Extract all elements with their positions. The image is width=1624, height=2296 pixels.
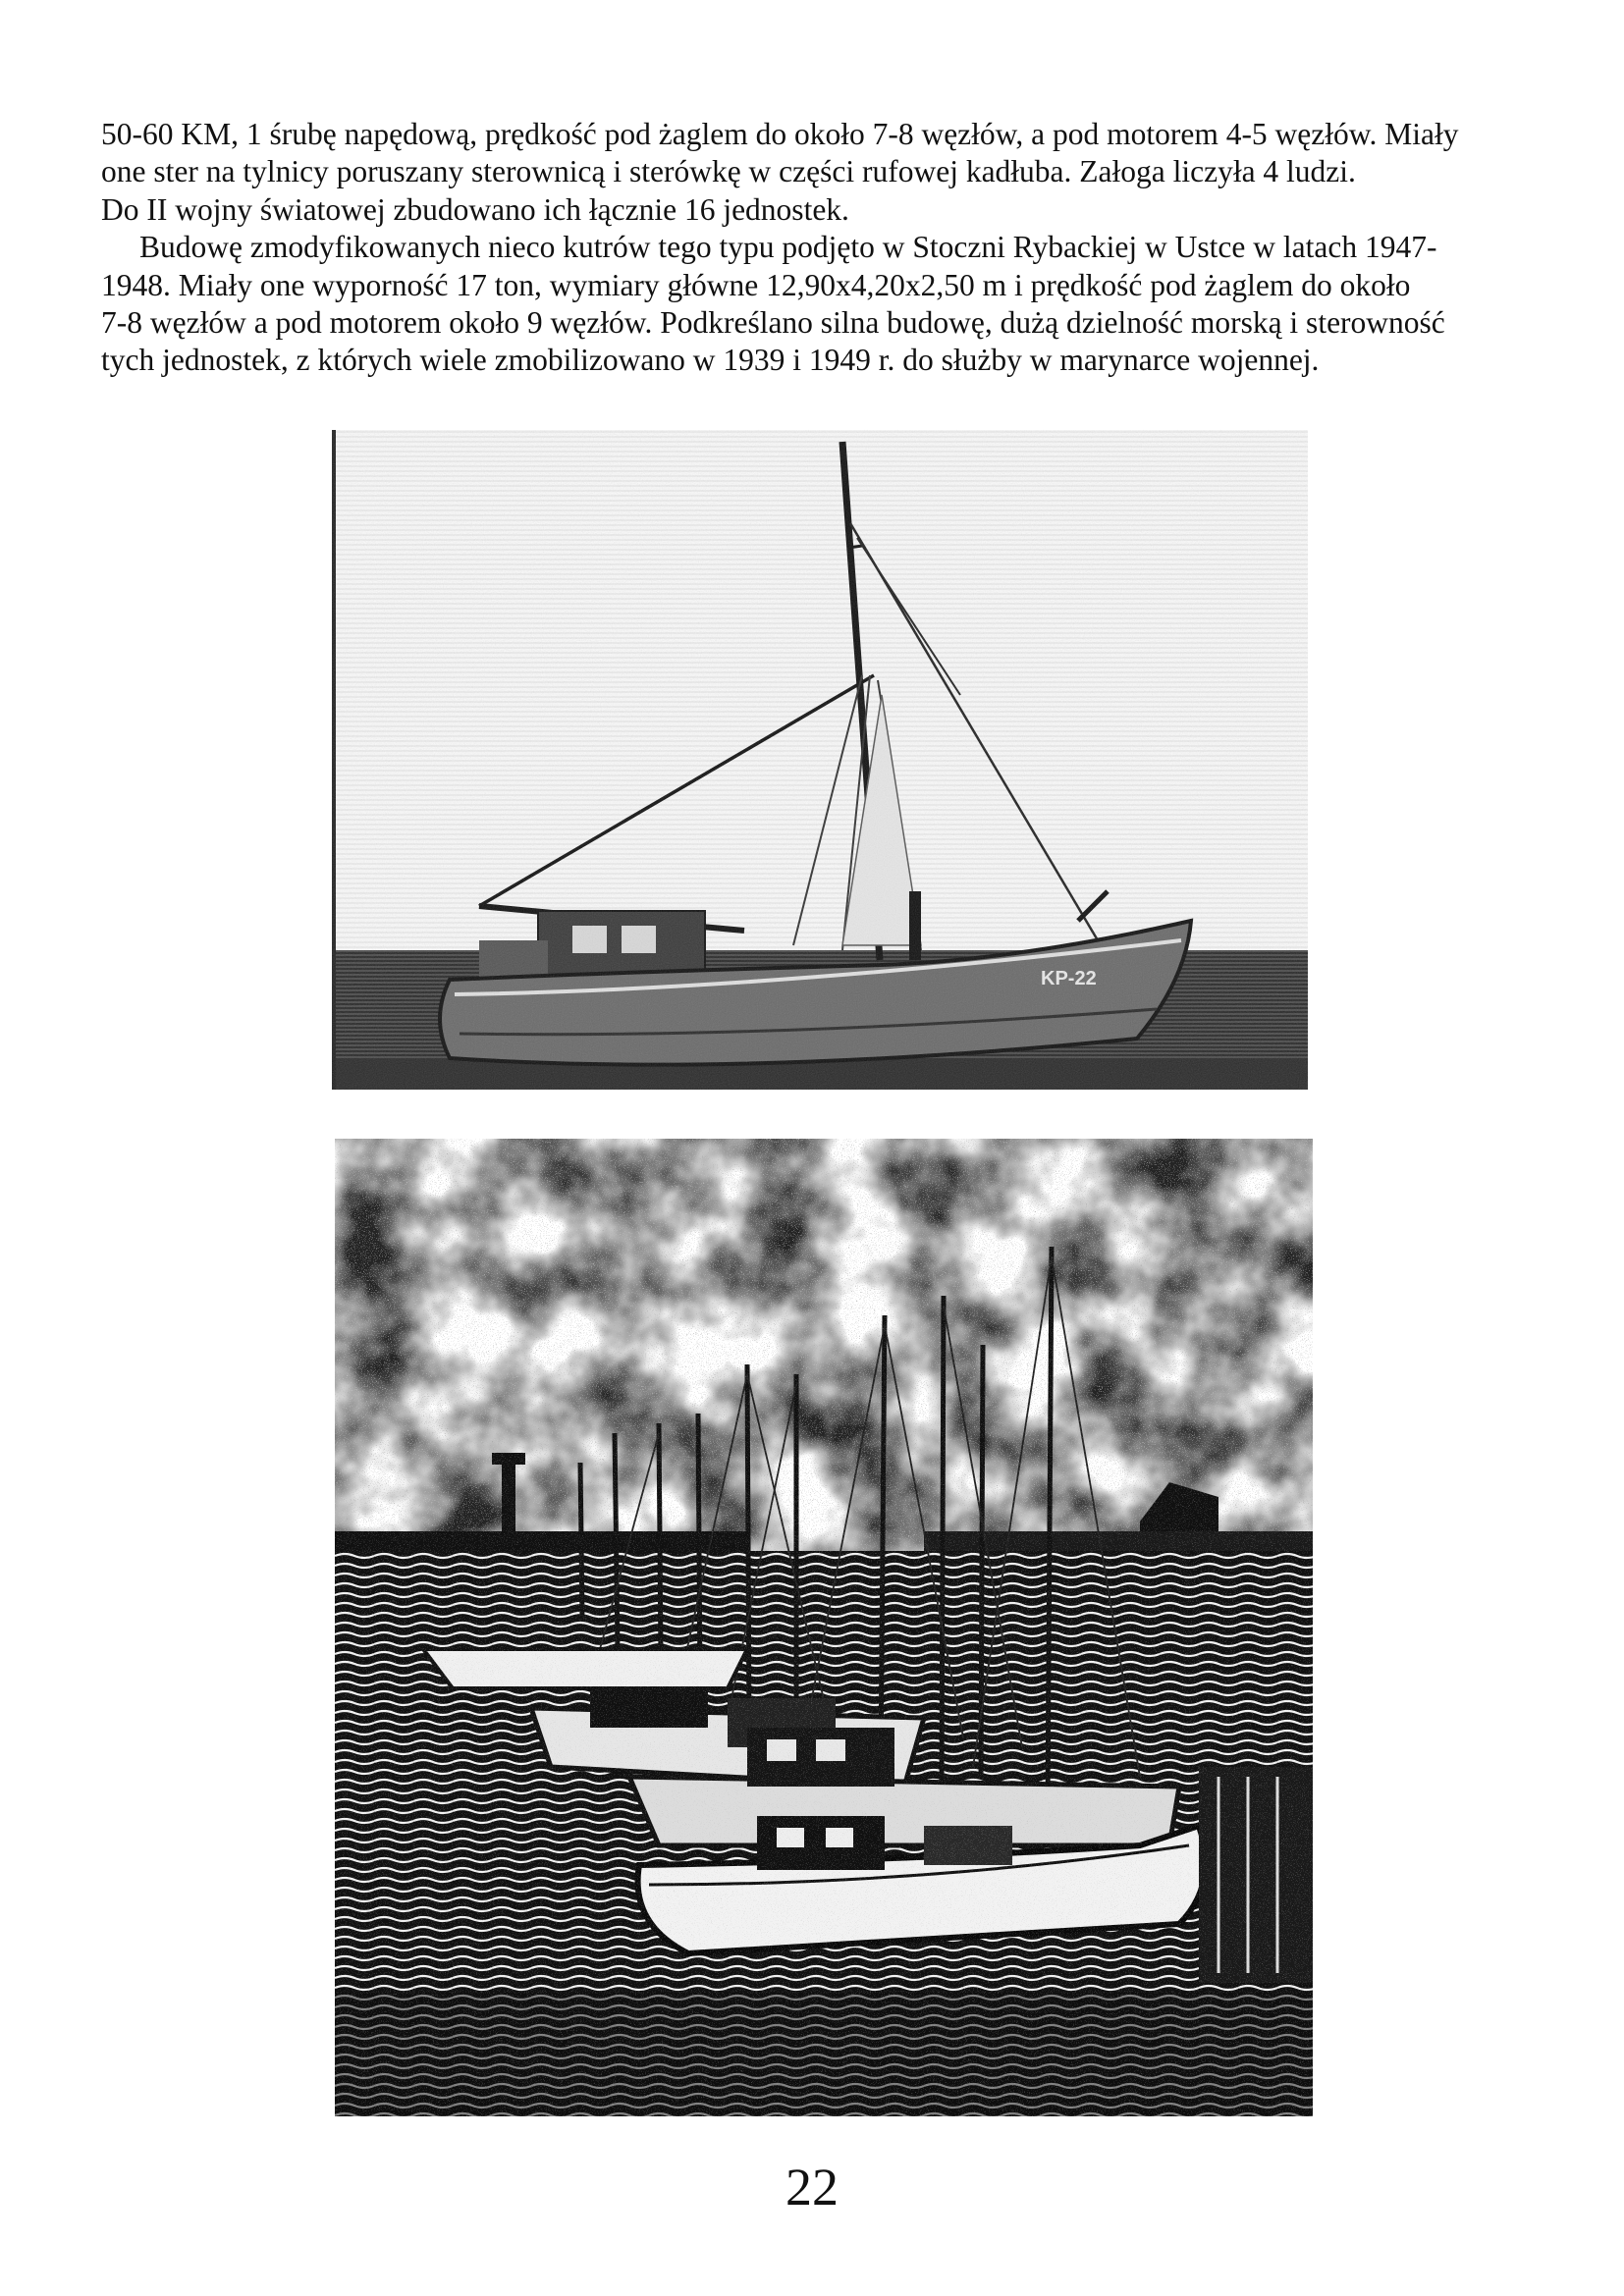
text-line: 7-8 węzłów a pod motorem około 9 węzłów. Podkreślano silna budowę, dużą dzielność morską i sterowność xyxy=(101,305,1445,341)
cutter-photo xyxy=(332,430,1308,1090)
cutter-photo-image xyxy=(332,430,1308,1090)
paragraph-2 xyxy=(101,229,1529,380)
text-line: 1948. Miały one wyporność 17 ton, wymiary główne 12,90x4,20x2,50 m i prędkość pod żaglem do około xyxy=(101,267,1411,302)
body-text xyxy=(101,116,1529,380)
harbor-photo-image xyxy=(335,1139,1313,2116)
paragraph-1 xyxy=(101,116,1529,229)
text-line: Do II wojny światowej zbudowano ich łącznie 16 jednostek. xyxy=(101,191,849,227)
text-line: Budowę zmodyfikowanych nieco kutrów tego typu podjęto w Stoczni Rybackiej w Ustce w latach 1947- xyxy=(139,230,1437,265)
text-line: 50-60 KM, 1 śrubę napędową, prędkość pod żaglem do około 7-8 węzłów, a pod motorem 4-5 węzłów. Miały xyxy=(101,117,1459,151)
text-line: tych jednostek, z których wiele zmobilizowano w 1939 i 1949 r. do służby w marynarce wojennej. xyxy=(101,343,1320,378)
harbor-photo xyxy=(335,1139,1313,2116)
text-line: one ster na tylnicy poruszany sterownicą i sterówkę w części rufowej kadłuba. Załoga liczyła 4 ludzi. xyxy=(101,154,1356,189)
page-number: 22 xyxy=(785,2158,839,2216)
